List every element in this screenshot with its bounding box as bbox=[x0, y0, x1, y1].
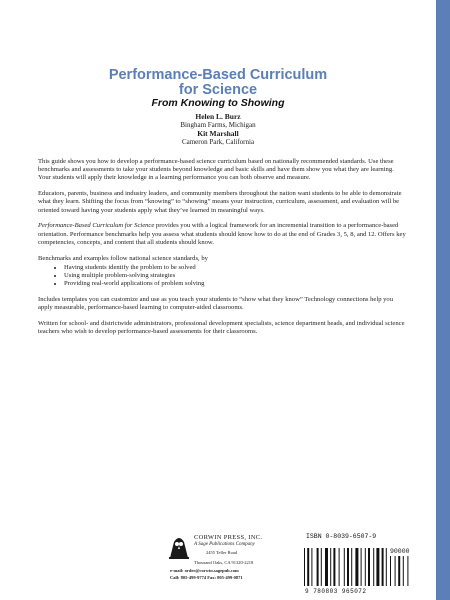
publisher-address: Thousand Oaks, CA 91320-2218 bbox=[194, 560, 254, 565]
author-affiliation: Cameron Park, California bbox=[181, 138, 255, 146]
price-code: 90000 bbox=[390, 548, 410, 555]
description-paragraph: Benchmarks and examples follow national science standards, by bbox=[38, 254, 208, 262]
publisher-tagline: A Sage Publications Company bbox=[194, 542, 255, 547]
description-paragraph bbox=[38, 222, 406, 247]
publisher-name: CORWIN PRESS, INC. bbox=[194, 534, 263, 541]
publisher-logo-block bbox=[168, 532, 270, 590]
author-name: Kit Marshall bbox=[197, 129, 239, 138]
barcode-number: 9 780803 965072 bbox=[305, 588, 367, 595]
barcode-icon bbox=[302, 548, 420, 588]
author-affiliation: Bingham Farms, Michigan bbox=[180, 121, 256, 129]
list-item: • Using multiple problem-solving strategies bbox=[64, 272, 406, 280]
description-paragraph: This guide shows you how to develop a performance-based science curriculum based on nationally recommended standards. Use these benchmarks and assessments to take your students beyond knowledge and basic skills and have them show you what they are learning. Your students will apply their knowledge in a learning performance you can both observe and measure. bbox=[38, 158, 394, 182]
book-title-reference: Performance-Based Curriculum for Science bbox=[38, 222, 155, 230]
description-paragraph: Includes templates you can customize and use as you teach your students to “show what they know” Technology connections help you apply measurable, performance-based learning to computer-aided classrooms. bbox=[38, 296, 394, 312]
description-paragraph: Written for school- and districtwide administrators, professional development specialists, science department heads, and individual science teachers who wish to develop performance-based assessments for their classrooms. bbox=[38, 320, 405, 336]
book-subtitle: From Knowing to Showing bbox=[151, 97, 285, 109]
spine-stripe bbox=[436, 0, 450, 600]
list-item: • Having students identify the problem to be solved bbox=[64, 264, 406, 272]
description-paragraph: Educators, parents, business and industry leaders, and community members throughout the nation want students to be able to demonstrate what they learn. Shifting the focus from “knowing” to “showing” means your instruction, curriculum, assessment, and evaluation will be oriented toward having your students apply what they’ve learned in meaningful ways. bbox=[38, 190, 402, 214]
isbn-label: ISBN 0-8039-6507-9 bbox=[306, 533, 377, 540]
publisher-email: e-mail: order@corwin.sagepub.com bbox=[170, 568, 239, 573]
description-text: provides you with a logical framework for an incremental transition to a performance-based orientation. Performance benchmarks help you assess what students should know how to do at the end of Grades 3, 5, 8, and 12. Offers key competencies, concepts, and content that all students should know. bbox=[38, 222, 406, 246]
description-body bbox=[38, 158, 406, 344]
book-title-line2: for Science bbox=[178, 82, 258, 98]
list-item: • Providing real-world applications of problem solving bbox=[64, 280, 406, 288]
publisher-address: 2455 Teller Road bbox=[206, 550, 238, 555]
author-name: Helen L. Burz bbox=[195, 112, 241, 121]
benchmark-list bbox=[38, 264, 406, 289]
publisher-phone: Call: 805-499-9774 Fax: 805-499-0871 bbox=[170, 575, 243, 580]
book-title-line1: Performance-Based Curriculum bbox=[108, 67, 328, 83]
owl-icon bbox=[168, 534, 190, 560]
